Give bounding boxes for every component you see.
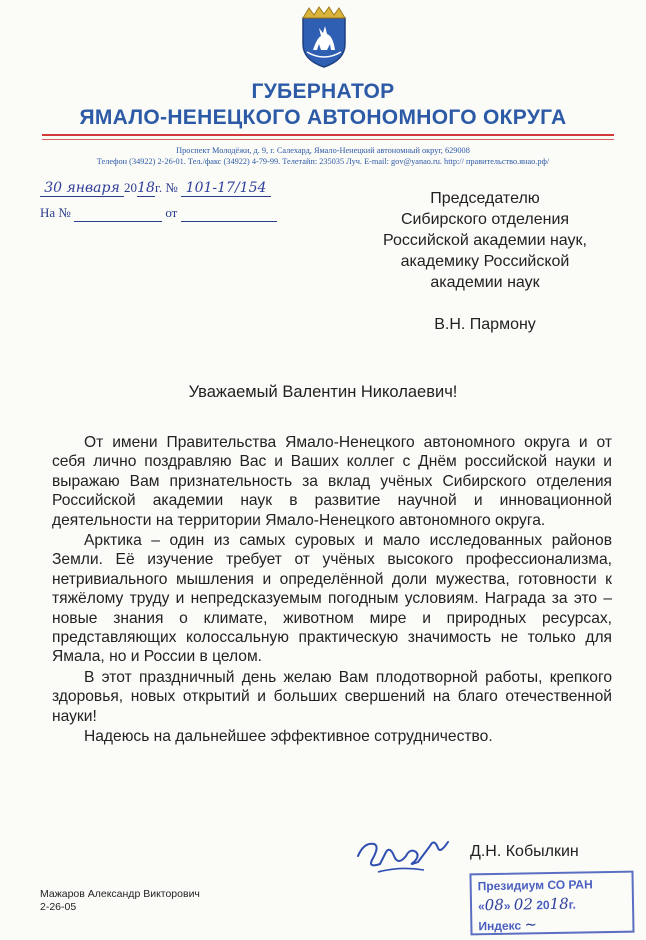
stamp-month: 02	[513, 895, 534, 914]
paragraph: Надеюсь на дальнейшее эффективное сотрудничество.	[84, 728, 493, 746]
registration-date: 30 января	[40, 180, 124, 197]
year-prefix: 20	[124, 180, 137, 195]
handwritten-signature	[350, 822, 470, 882]
stamp-day: 08	[484, 895, 504, 915]
header-contacts: Телефон (34922) 2-26-01. Тел./факс (34922) 4-79-99. Телетайп: 235035 Луч. E-mail: gov@yanao.ru. http:// правительство.янао.рф/	[96, 157, 550, 166]
addressee-line: академии наук	[430, 274, 540, 291]
executor-phone: 2-26-05	[40, 901, 77, 913]
paragraph: В этот праздничный день желаю Вам плодотворной работы, крепкого здоровья, новых открытий и больших свершений на благо отечественной науки!	[52, 668, 612, 725]
paragraph: Арктика – один из самых суровых и мало исследованных районов Земли. Её изучение требует от учёных высокого профессионализма, нетривиального мышления и определённой доли мужества, готовности к тяжёлому труду и непредсказуемым погодным условиям. Награда за это – новые знания о климате, животном мире и природных ресурсах, представляющих колоссальную практическую значимость не только для Ямала, но и России в целом.	[52, 532, 612, 666]
registration-year: 18	[137, 180, 155, 196]
paragraph: От имени Правительства Ямало-Ненецкого автономного округа и от себя лично поздравляю Вас и Ваших коллег с Днём российской науки и выражаю Вам признательность за вклад учёных Сибирского отделения Российской академии наук в развитие научной и инновационной деятельности на территории Ямало-Ненецкого автономного округа.	[52, 434, 612, 529]
registration-number: 101-17/154	[181, 180, 271, 197]
addressee-line: Сибирского отделения	[400, 211, 570, 228]
registration-line	[40, 180, 271, 197]
addressee-name: В.Н. Пармону	[434, 316, 536, 333]
header-rule-thin	[42, 139, 614, 140]
addressee-line: Российской академии наук,	[383, 232, 587, 249]
signer-name: Д.Н. Кобылкин	[470, 843, 579, 860]
received-stamp	[469, 871, 634, 936]
stamp-index: Индекс ~	[478, 915, 538, 934]
year-label: г.	[155, 180, 163, 195]
stamp-title: Президиум СО РАН	[477, 877, 593, 894]
addressee-line: Председателю	[430, 190, 540, 207]
region-title: ЯМАЛО-НЕНЕЦКОГО АВТОНОМНОГО ОКРУГА	[79, 106, 567, 129]
letter-body	[52, 433, 612, 747]
executor-block	[40, 888, 200, 914]
stamp-year: 18	[549, 894, 569, 914]
coat-of-arms-emblem	[297, 4, 351, 70]
addressee-block	[330, 188, 640, 293]
number-label: №	[165, 180, 178, 195]
addressee-line: академику Российской	[400, 253, 570, 270]
greeting: Уважаемый Валентин Николаевич!	[188, 383, 458, 401]
header-rule	[42, 134, 614, 136]
governor-title: ГУБЕРНАТОР	[251, 80, 395, 103]
executor-name: Мажаров Александр Викторович	[40, 888, 200, 900]
from-label: от	[165, 205, 178, 220]
ref-label: На №	[40, 205, 71, 220]
stamp-date: «08» 02 2018г.	[477, 894, 576, 915]
reference-line	[40, 205, 277, 222]
header-address: Проспект Молодёжи, д. 9, г. Салехард, Ямало-Ненецкий автономный округ, 629008	[176, 146, 470, 155]
